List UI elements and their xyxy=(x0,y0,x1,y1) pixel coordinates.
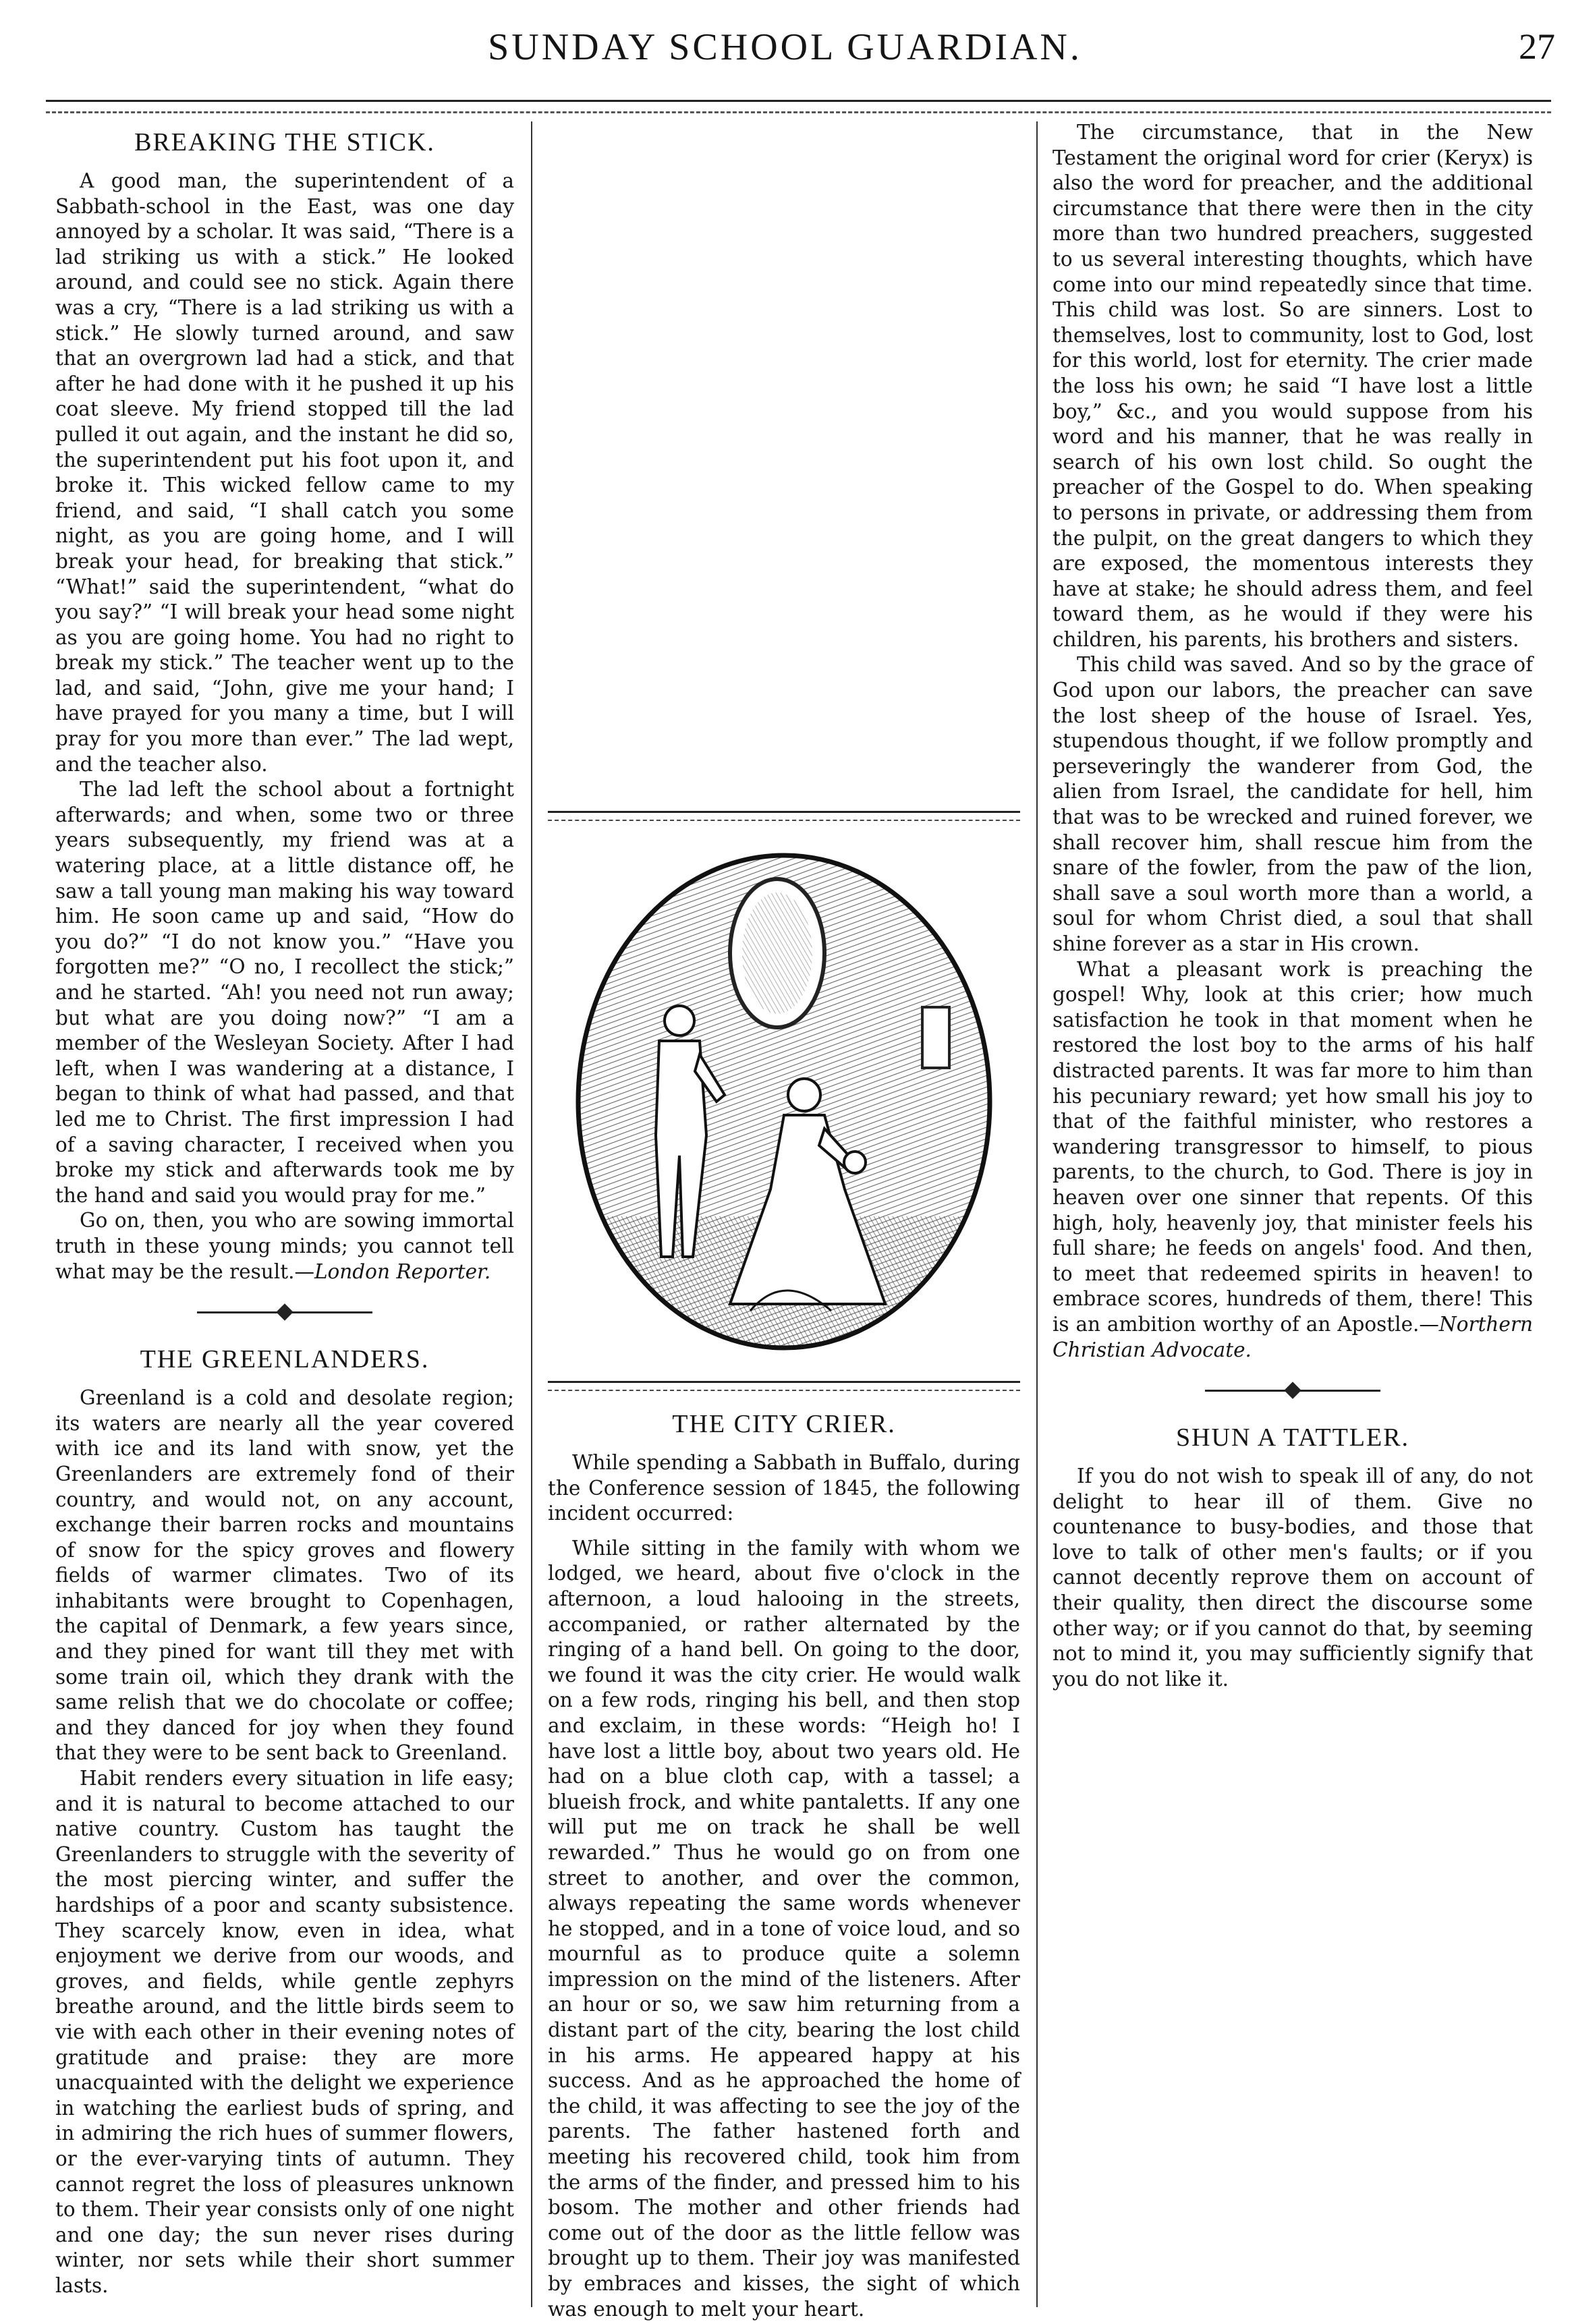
article-city-crier xyxy=(548,1409,1020,2322)
column-rule-2 xyxy=(1036,121,1038,2307)
engraving-illustration xyxy=(548,839,1020,1365)
column-1 xyxy=(55,120,514,2306)
paragraph: If you do not wish to speak ill of any, do not delight to hear ill of them. Give no countenance to busy-bodies, and those that love to talk of other men's faults; or if you cannot decently reprove them on account of their quality, then direct the discourse some other way; or if you cannot do that, by seeming not to mind it, you may sufficiently signify that you do not like it. xyxy=(1053,1465,1533,1691)
column-2 xyxy=(548,120,1020,2321)
paragraph: While sitting in the family with whom we lodged, we heard, about five o'clock in the afternoon, a loud halooing in the streets, accompanied, or rather alternated by the ringing of a hand bell. On going to the door, we found it was the city crier. He would walk on a few rods, ringing his bell, and then stop and exclaim, in these words: “Heigh ho! I have lost a little boy, about two years old. He had on a blue cloth cap, with a tassel; a blueish frock, and white pantaletts. If any one will put me on track he shall be well rewarded.” Thus he would go on from one street to another, and over the common, always repeating the same words whenever he stopped, and in a tone of voice loud, and so mournful as to produce quite a solemn impression on the mind of the listeners. After an hour or so, we saw him returning from a distant part of the city, bearing the lost child in his arms. He appeared happy at his success. And as he approached the home of the child, it was affecting to see the joy of the parents. The father hastened forth and meeting his recovered child, took him from the arms of the finder, and pressed him to his bosom. The mother and other friends had come out of the door as the little fellow was brought up to them. Their joy was manifested by embraces and kisses, the sight of which was enough to melt your heart. xyxy=(548,1536,1020,2321)
engraving-image xyxy=(548,839,1020,1365)
paragraph: A good man, the superintendent of a Sabbath-school in the East, was one day annoyed by a scholar. It was said, “There is a lad striking us with a stick.” He looked around, and could see no stick. Again there was a cry, “There is a lad striking us with a stick.” He slowly turned around, and saw that an overgrown lad had a stick, and that after he had done with it he pushed it up his coat sleeve. My friend stopped till the lad pulled it out again, and the instant he did so, the superintendent put his foot upon it, and broke it. This wicked fellow came to my friend, and said, “I shall catch you some night, as you are going home, and I will break your head, for breaking that stick.” “What!” said the superintendent, “what do you say?” “I will break your head some night as you are going home. You had no right to break my stick.” The teacher went up to the lad, and said, “John, give me your hand; I have prayed for you many a time, but I will pray for you more than ever.” The lad wept, and the teacher also. xyxy=(55,169,514,776)
paragraph xyxy=(55,1208,514,1284)
paragraph-text: What a pleasant work is preaching the gospel! Why, look at this crier; how much satisfaction he took in that moment when he restored the lost boy to the arms of his half distracted parents. It was far more to him than his pecuniary reward; yet how small his joy to that of the faithful minister, who restores a wandering transgressor to himself, to pious parents, to the church, to God. There is joy in heaven over one sinner that repents. Of this high, holy, heavenly joy, that minister feels his full share; he feeds on angels' food. And then, to meet that redeemed spirits in heaven! to embrace scores, hundreds of them, there! This is an ambition worthy of an Apostle.— xyxy=(1053,957,1533,1336)
article-title: BREAKING THE STICK. xyxy=(134,128,435,157)
section-rule xyxy=(548,811,1020,821)
paragraph: The circumstance, that in the New Testament the original word for crier (Keryx) is also the word for preacher, and the additional circumstance that there were then in the city more than two hundred preachers, suggested to us several interesting thoughts, which have come into our mind repeatedly since that time. This child was lost. So are sinners. Lost to themselves, lost to community, lost to God, lost for this world, lost for eternity. The crier made the loss his own; he said “I have lost a little boy,” &c., and you would suppose from his word and his manner, that he was really in search of his own lost child. So ought the preacher of the Gospel to do. When speaking to persons in private, or addressing them from the pulpit, on the great dangers to which they are exposed, the momentous interests they have at stake; he should adress them, and feel toward them, as he would if they were his children, his parents, his brothers and sisters. xyxy=(1053,121,1533,651)
intro-paragraph: While spending a Sabbath in Buffalo, during the Conference session of 1845, the following incident occurred: xyxy=(548,1451,1020,1525)
paragraph xyxy=(1053,957,1533,1363)
article-title: THE GREENLANDERS. xyxy=(140,1345,430,1374)
greenlanders-continued-space xyxy=(548,120,1020,795)
page-number: 27 xyxy=(1519,26,1555,67)
paragraph-text: Go on, then, you who are sowing immortal truth in these young minds; you cannot tell what may be the result.— xyxy=(55,1209,514,1283)
running-head xyxy=(0,19,1570,80)
column-rule-1 xyxy=(531,121,532,2307)
section-ornament xyxy=(197,1303,372,1321)
masthead-title: SUNDAY SCHOOL GUARDIAN. xyxy=(488,26,1082,68)
article-source: London Reporter. xyxy=(314,1259,491,1283)
article-title: SHUN A TATTLER. xyxy=(1175,1423,1410,1452)
article-shun-a-tattler xyxy=(1053,1422,1533,1692)
article-breaking-the-stick xyxy=(55,127,514,1284)
column-3 xyxy=(1053,120,1533,2306)
paragraph: Habit renders every situation in life easy; and it is natural to become attached to our native country. Custom has taught the Greenlanders to struggle with the severity of the most piercing winter, and suffer the hardships of a poor and scanty subsistence. They scarcely know, even in idea, what enjoyment we derive from our woods, and groves, and fields, while gentle zephyrs breathe around, and the little birds seem to vie with each other in their evening notes of gratitude and praise: they are more unacquainted with the delight we experience in watching the earliest buds of spring, and in admiring the rich hues of summer flowers, or the ever-varying tints of autumn. They cannot regret the loss of pleasures unknown to them. Their year consists only of one night and one day; the sun never rises during winter, nor sets while their short summer lasts. xyxy=(55,1767,514,2297)
article-source: Northern Christian Advocate. xyxy=(1053,1312,1533,1361)
section-ornament xyxy=(1205,1382,1380,1399)
article-greenlanders xyxy=(55,1344,514,2298)
section-rule xyxy=(548,1381,1020,1391)
header-rule xyxy=(46,100,1551,113)
paragraph: Greenland is a cold and desolate region; its waters are nearly all the year covered with ice and its land with snow, yet the Greenlanders are extremely fond of their country, and would not, on any account, exchange their barren rocks and mountains of snow for the spicy groves and flowery fields of warmer climates. Two of its inhabitants were brought to Copenhagen, the capital of Denmark, a few years since, and they pined for want till they met with some train oil, which they drank with the same relish that we do chocolate or coffee; and they danced for joy when they found that they were to be sent back to Greenland. xyxy=(55,1386,514,1765)
article-title: THE CITY CRIER. xyxy=(672,1410,896,1438)
paragraph: This child was saved. And so by the grace of God upon our labors, the preacher can save the lost sheep of the house of Israel. Yes, stupendous thought, if we follow promptly and perseveringly the wanderer from God, the alien from Israel, the candidate for hell, him that was to be wrecked and ruined forever, we shall recover him, shall rescue him from the snare of the fowler, from the paw of the lion, shall save a soul worth more than a world, a soul for whom Christ died, a soul that shall shine forever as a star in His crown. xyxy=(1053,653,1533,955)
paragraph: The lad left the school about a fortnight afterwards; and when, some two or three years subsequently, my friend was at a watering place, at a little distance off, he saw a tall young man making his way toward him. He soon came up and said, “How do you do?” “I do not know you.” “Have you forgotten me?” “O no, I recollect the stick;” and he started. “Ah! you need not run away; but what are you doing now?” “I am a member of the Wesleyan Society. After I had left, when I was wandering at a distance, I began to think of what had passed, and that led me to Christ. The first impression I had of a saving character, I received when you broke my stick and afterwards took me by the hand and said you would pray for me.” xyxy=(55,778,514,1207)
